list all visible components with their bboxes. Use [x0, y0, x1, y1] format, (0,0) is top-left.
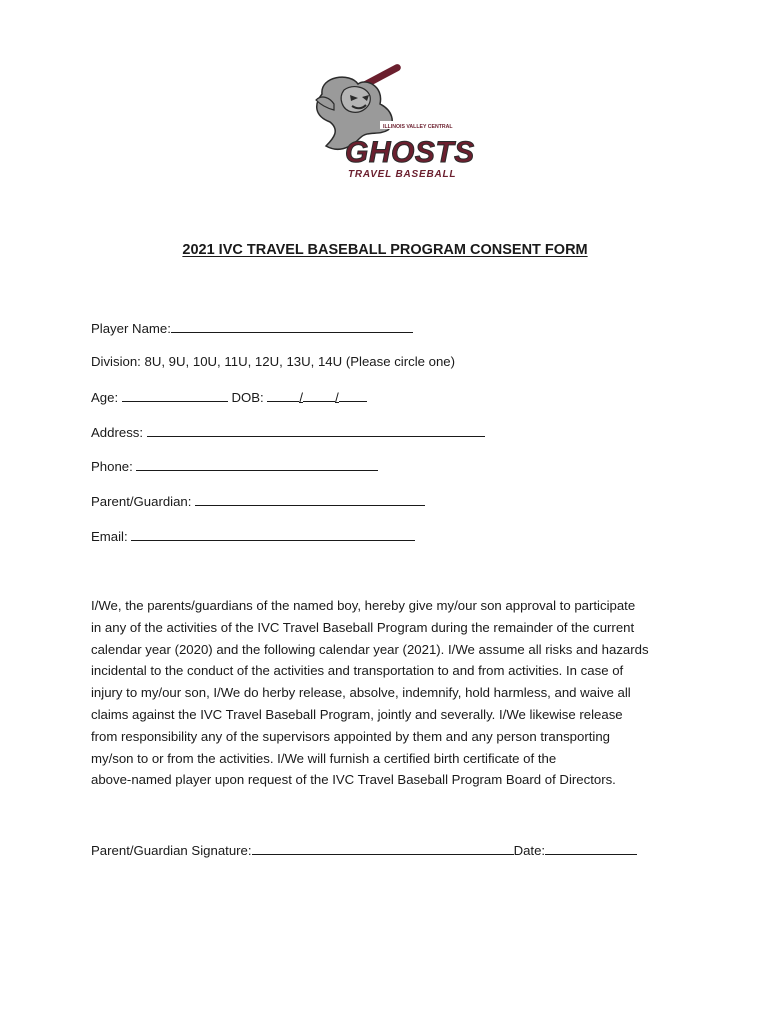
- signature-label: Parent/Guardian Signature:: [91, 843, 252, 858]
- dob-month-field[interactable]: [267, 389, 299, 402]
- player-name-field[interactable]: [171, 320, 413, 333]
- consent-line: above-named player upon request of the IVC Travel Baseball Program Board of Directors.: [91, 772, 616, 788]
- date-field[interactable]: [545, 842, 637, 855]
- age-field[interactable]: [122, 389, 228, 402]
- signature-field[interactable]: [252, 842, 514, 855]
- consent-paragraph: [91, 595, 691, 791]
- consent-line: injury to my/our son, I/We do herby release, absolve, indemnify, hold harmless, and waive all: [91, 685, 631, 701]
- player-name-label: Player Name:: [91, 321, 171, 336]
- dob-label: DOB:: [231, 390, 264, 405]
- phone-label: Phone:: [91, 459, 133, 474]
- parent-guardian-field[interactable]: [195, 493, 425, 506]
- address-label: Address:: [91, 425, 144, 440]
- signature-row: [91, 842, 637, 859]
- email-label: Email:: [91, 529, 128, 544]
- address-field[interactable]: [147, 424, 485, 437]
- consent-line: claims against the IVC Travel Baseball Program, jointly and severally. I/We likewise release: [91, 706, 623, 722]
- form-title: 2021 IVC TRAVEL BASEBALL PROGRAM CONSENT FORM: [182, 242, 588, 258]
- logo-org-line: ILLINOIS VALLEY CENTRAL: [383, 124, 453, 130]
- consent-line: my/son to or from the activities. I/We will furnish a certified birth certificate of the: [91, 750, 557, 766]
- dob-year-field[interactable]: [339, 389, 367, 402]
- phone-field[interactable]: [136, 458, 378, 471]
- ghosts-travel-baseball-logo: [300, 64, 475, 186]
- consent-line: incidental to the conduct of the activities and transportation to and from activities. In case of: [91, 663, 624, 679]
- dob-sep-2: /: [335, 390, 339, 405]
- email-field[interactable]: [131, 528, 415, 541]
- age-label: Age:: [91, 390, 119, 405]
- phone-row: [91, 458, 378, 475]
- division-row: [91, 354, 455, 370]
- date-label: Date:: [513, 843, 546, 858]
- email-row: [91, 528, 415, 545]
- dob-sep-1: /: [299, 390, 304, 405]
- dob-day-field[interactable]: [303, 389, 335, 402]
- consent-line: in any of the activities of the IVC Travel Baseball Program during the remainder of the current: [91, 619, 635, 635]
- player-name-row: [91, 320, 413, 337]
- parent-guardian-row: [91, 493, 425, 510]
- address-row: [91, 424, 485, 441]
- age-dob-row: [91, 389, 367, 406]
- consent-line: calendar year (2020) and the following calendar year (2021). I/We assume all risks and hazards: [91, 641, 649, 657]
- parent-guardian-label: Parent/Guardian:: [91, 494, 192, 509]
- consent-line: from responsibility any of the supervisors appointed by them and any person transporting: [91, 728, 610, 744]
- division-text: Division: 8U, 9U, 10U, 11U, 12U, 13U, 14U (Please circle one): [91, 354, 456, 369]
- consent-line: I/We, the parents/guardians of the named boy, hereby give my/our son approval to participate: [91, 598, 636, 613]
- ghost-mascot-icon: [300, 64, 475, 186]
- logo-sub-line: TRAVEL BASEBALL: [348, 169, 457, 180]
- logo-team-name: GHOSTS: [345, 136, 475, 169]
